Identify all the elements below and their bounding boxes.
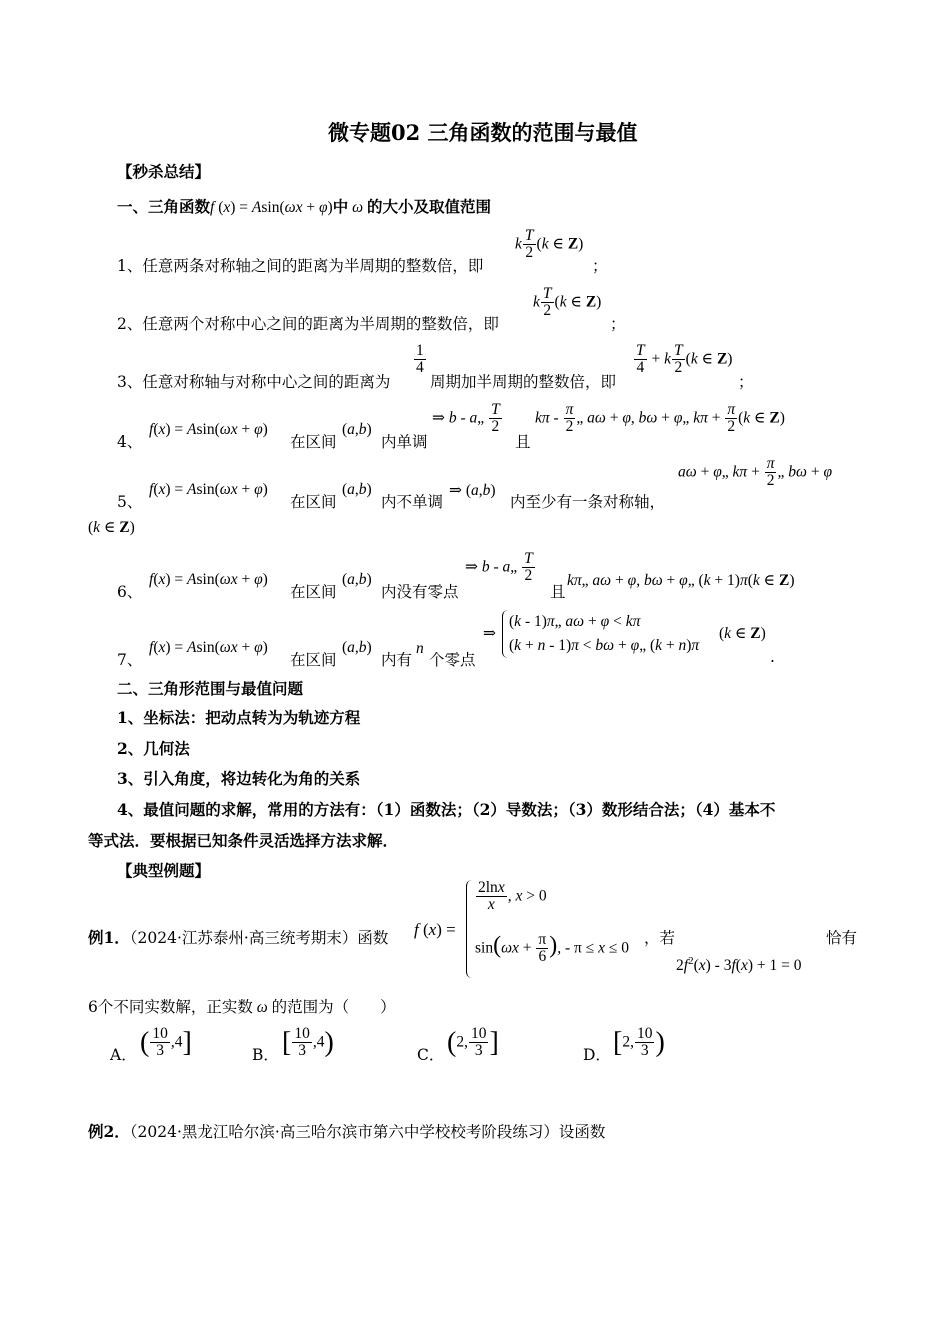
formula-n: n: [416, 640, 424, 657]
option-a-label[interactable]: A．: [110, 1046, 137, 1064]
formula-interval: (a,b): [342, 481, 372, 498]
option-c-left-bracket: (: [447, 1026, 457, 1058]
formula-item-6a: ⇒ b - a„ $\frac{T}{2}$: [465, 550, 533, 585]
text-in-interval: 在区间: [290, 433, 337, 451]
example-1-line2-text: 6个不同实数解，正实数: [88, 998, 253, 1016]
formula-k-in-z: (k ∈ Z): [719, 625, 766, 642]
semicolon: ；: [610, 315, 626, 333]
method-4-line1: 4、最值问题的求解，常用的方法有：（1）函数法；（2）导数法；（3）数形结合法；（4）基本不: [117, 800, 776, 819]
method-1: 1、坐标法：把动点转为为轨迹方程: [117, 708, 361, 727]
example-1-line2: 6个不同实数解，正实数 ω 的范围为（ ）: [88, 998, 396, 1016]
sec2-heading: 二、三角形范围与最值问题: [117, 679, 304, 698]
text-in-interval: 在区间: [290, 651, 337, 669]
text-and: 且: [515, 433, 531, 451]
option-b-upper: 4: [316, 1033, 325, 1051]
option-a-num: 10: [152, 1025, 168, 1042]
option-d-label[interactable]: D．: [583, 1046, 611, 1064]
text-at-least: 内至少有一条对称轴，: [510, 493, 666, 511]
option-a-right-bracket: ]: [182, 1026, 192, 1058]
formula-implies: ⇒: [483, 625, 496, 642]
example-1-label: 例1．: [88, 928, 130, 947]
item-2-text: 2、任意两个对称中心之间的距离为半周期的整数倍，即: [117, 315, 499, 333]
text-exactly: 恰有: [826, 929, 858, 947]
method-2: 2、几何法: [117, 739, 190, 758]
formula-item-2: k $\frac{T}{2}$ (k ∈ Z): [533, 285, 602, 320]
option-c-den: 3: [474, 1042, 483, 1060]
option-c-lower: 2: [456, 1033, 465, 1051]
formula-interval: (a,b): [342, 421, 372, 438]
option-b-right-bracket: ): [324, 1026, 334, 1058]
text-not-monotonic: 内不单调: [381, 493, 444, 511]
item-1-text: 1、任意两条对称轴之间的距离为半周期的整数倍，即: [117, 257, 484, 275]
option-b-left-bracket: [: [282, 1026, 292, 1058]
option-b-label[interactable]: B．: [252, 1046, 279, 1064]
option-d-interval[interactable]: [2, $\frac{10}{3}$ ): [613, 1025, 665, 1060]
item-3-text-a: 3、任意对称轴与对称中心之间的距离为: [117, 373, 391, 391]
option-c-interval[interactable]: (2, $\frac{10}{3}$ ]: [447, 1025, 499, 1060]
example-2-label: 例2．: [88, 1122, 130, 1141]
text-in-interval: 在区间: [290, 583, 337, 601]
option-d-den: 3: [640, 1042, 649, 1060]
formula-equation: $2f^2(x) - 3f(x) + 1 = 0$: [676, 955, 802, 975]
formula-item-7-system: (k - 1)π„ aω + φ < kπ (k + n - 1)π < bω + φ„ (k + n)π: [502, 610, 699, 658]
option-b-interval[interactable]: [ $\frac{10}{3}$ ,4): [282, 1025, 334, 1060]
formula-quarter: $\frac{1}{4}$: [416, 342, 424, 377]
semicolon: ；: [738, 373, 754, 391]
text-no-zero: 内没有零点: [381, 583, 459, 601]
sec1-heading: 一、三角函数f (x) = Asin(ωx + φ)中 ω 的大小及取值范围: [117, 197, 491, 216]
option-c-label[interactable]: C．: [417, 1046, 445, 1064]
formula-item-4b: kπ - $\frac{\pi}{2}$ „ aω + φ, bω + φ„ kπ + $\frac{\pi}{2}$ (k ∈ Z): [535, 401, 785, 436]
formula-f-def: f: [210, 199, 215, 216]
formula-item-3: $\frac{T}{4}$ + k $\frac{T}{2}$ (k ∈ Z): [636, 342, 733, 377]
formula-interval: (a,b): [342, 571, 372, 588]
period: .: [770, 648, 775, 666]
text-zeros: 个零点: [429, 651, 476, 669]
formula-item-1: k $\frac{T}{2}$ (k ∈ Z): [515, 227, 584, 262]
option-d-left-bracket: [: [613, 1026, 623, 1058]
option-b-den: 3: [298, 1042, 306, 1060]
formula-f: f(x) = Asin(ωx + φ): [149, 481, 268, 498]
summary-header: 【秒杀总结】: [117, 162, 211, 181]
formula-item-5: aω + φ„ kπ + $\frac{\pi}{2}$ „ bω + φ: [678, 455, 833, 490]
text-has: 内有: [381, 651, 413, 669]
method-3: 3、引入角度，将边转化为角的关系: [117, 769, 361, 788]
option-a-left-bracket: (: [140, 1026, 150, 1058]
formula-f: f(x) = Asin(ωx + φ): [149, 571, 268, 588]
formula-item-6b: kπ„ aω + φ, bω + φ„ (k + 1)π(k ∈ Z): [567, 572, 795, 589]
formula-f: f(x) = Asin(ωx + φ): [149, 421, 268, 438]
option-c-num: 10: [470, 1025, 487, 1042]
formula-item-4a: ⇒ b - a„ $\frac{T}{2}$: [432, 401, 500, 436]
option-d-num: 10: [636, 1025, 653, 1042]
item-6-number: 6、: [117, 583, 143, 601]
formula-fx-eq: f (x) =: [414, 920, 456, 939]
text-and: 且: [550, 583, 566, 601]
option-a-interval[interactable]: ( $\frac{10}{3}$ ,4]: [140, 1025, 192, 1060]
item-5-number: 5、: [117, 493, 143, 511]
option-d-lower: 2: [622, 1033, 631, 1051]
formula-piecewise: $\frac{2\ln x}{x}$ , x > 0 sin(ωx + $\frac{\pi}{6}$ ), - π ≤ x ≤ 0: [466, 880, 629, 978]
sec1-heading-post: 的大小及取值范围: [366, 197, 491, 216]
item-7-number: 7、: [117, 651, 143, 669]
text-if: ，若: [644, 929, 676, 947]
item-3-text-b: 周期加半周期的整数倍，即: [430, 373, 617, 391]
formula-interval: (a,b): [342, 639, 372, 656]
text-in-interval: 在区间: [290, 493, 337, 511]
text-monotonic: 内单调: [381, 433, 428, 451]
example-1-line2-range: 的范围为（ ）: [271, 998, 396, 1016]
sec1-heading-pre: 一、三角函数: [117, 197, 211, 216]
item-4-number: 4、: [117, 433, 143, 451]
example-2-source: （2024·黑龙江哈尔滨·高三哈尔滨市第六中学校校考阶段练习）设函数: [129, 1123, 606, 1141]
semicolon: ；: [592, 257, 608, 275]
formula-k-in-z: (k ∈ Z): [88, 519, 135, 536]
option-c-right-bracket: ]: [489, 1026, 499, 1058]
example-1-intro: [88, 926, 388, 948]
method-4-line2: 等式法．要根据已知条件灵活选择方法求解．: [88, 831, 399, 850]
option-b-num: 10: [294, 1025, 310, 1042]
option-a-den: 3: [156, 1042, 164, 1060]
example-1-source: （2024·江苏泰州·高三统考期末）函数: [129, 929, 389, 947]
option-d-right-bracket: ): [655, 1026, 665, 1058]
page-title: 微专题02 三角函数的范围与最值: [328, 120, 638, 145]
sec1-heading-mid: 中: [332, 197, 349, 216]
examples-header: 【典型例题】: [117, 861, 211, 880]
example-2-intro: [88, 1120, 605, 1142]
formula-implies-interval: ⇒ (a,b): [449, 482, 496, 499]
option-a-upper: 4: [174, 1033, 183, 1051]
formula-f: f(x) = Asin(ωx + φ): [149, 639, 268, 656]
